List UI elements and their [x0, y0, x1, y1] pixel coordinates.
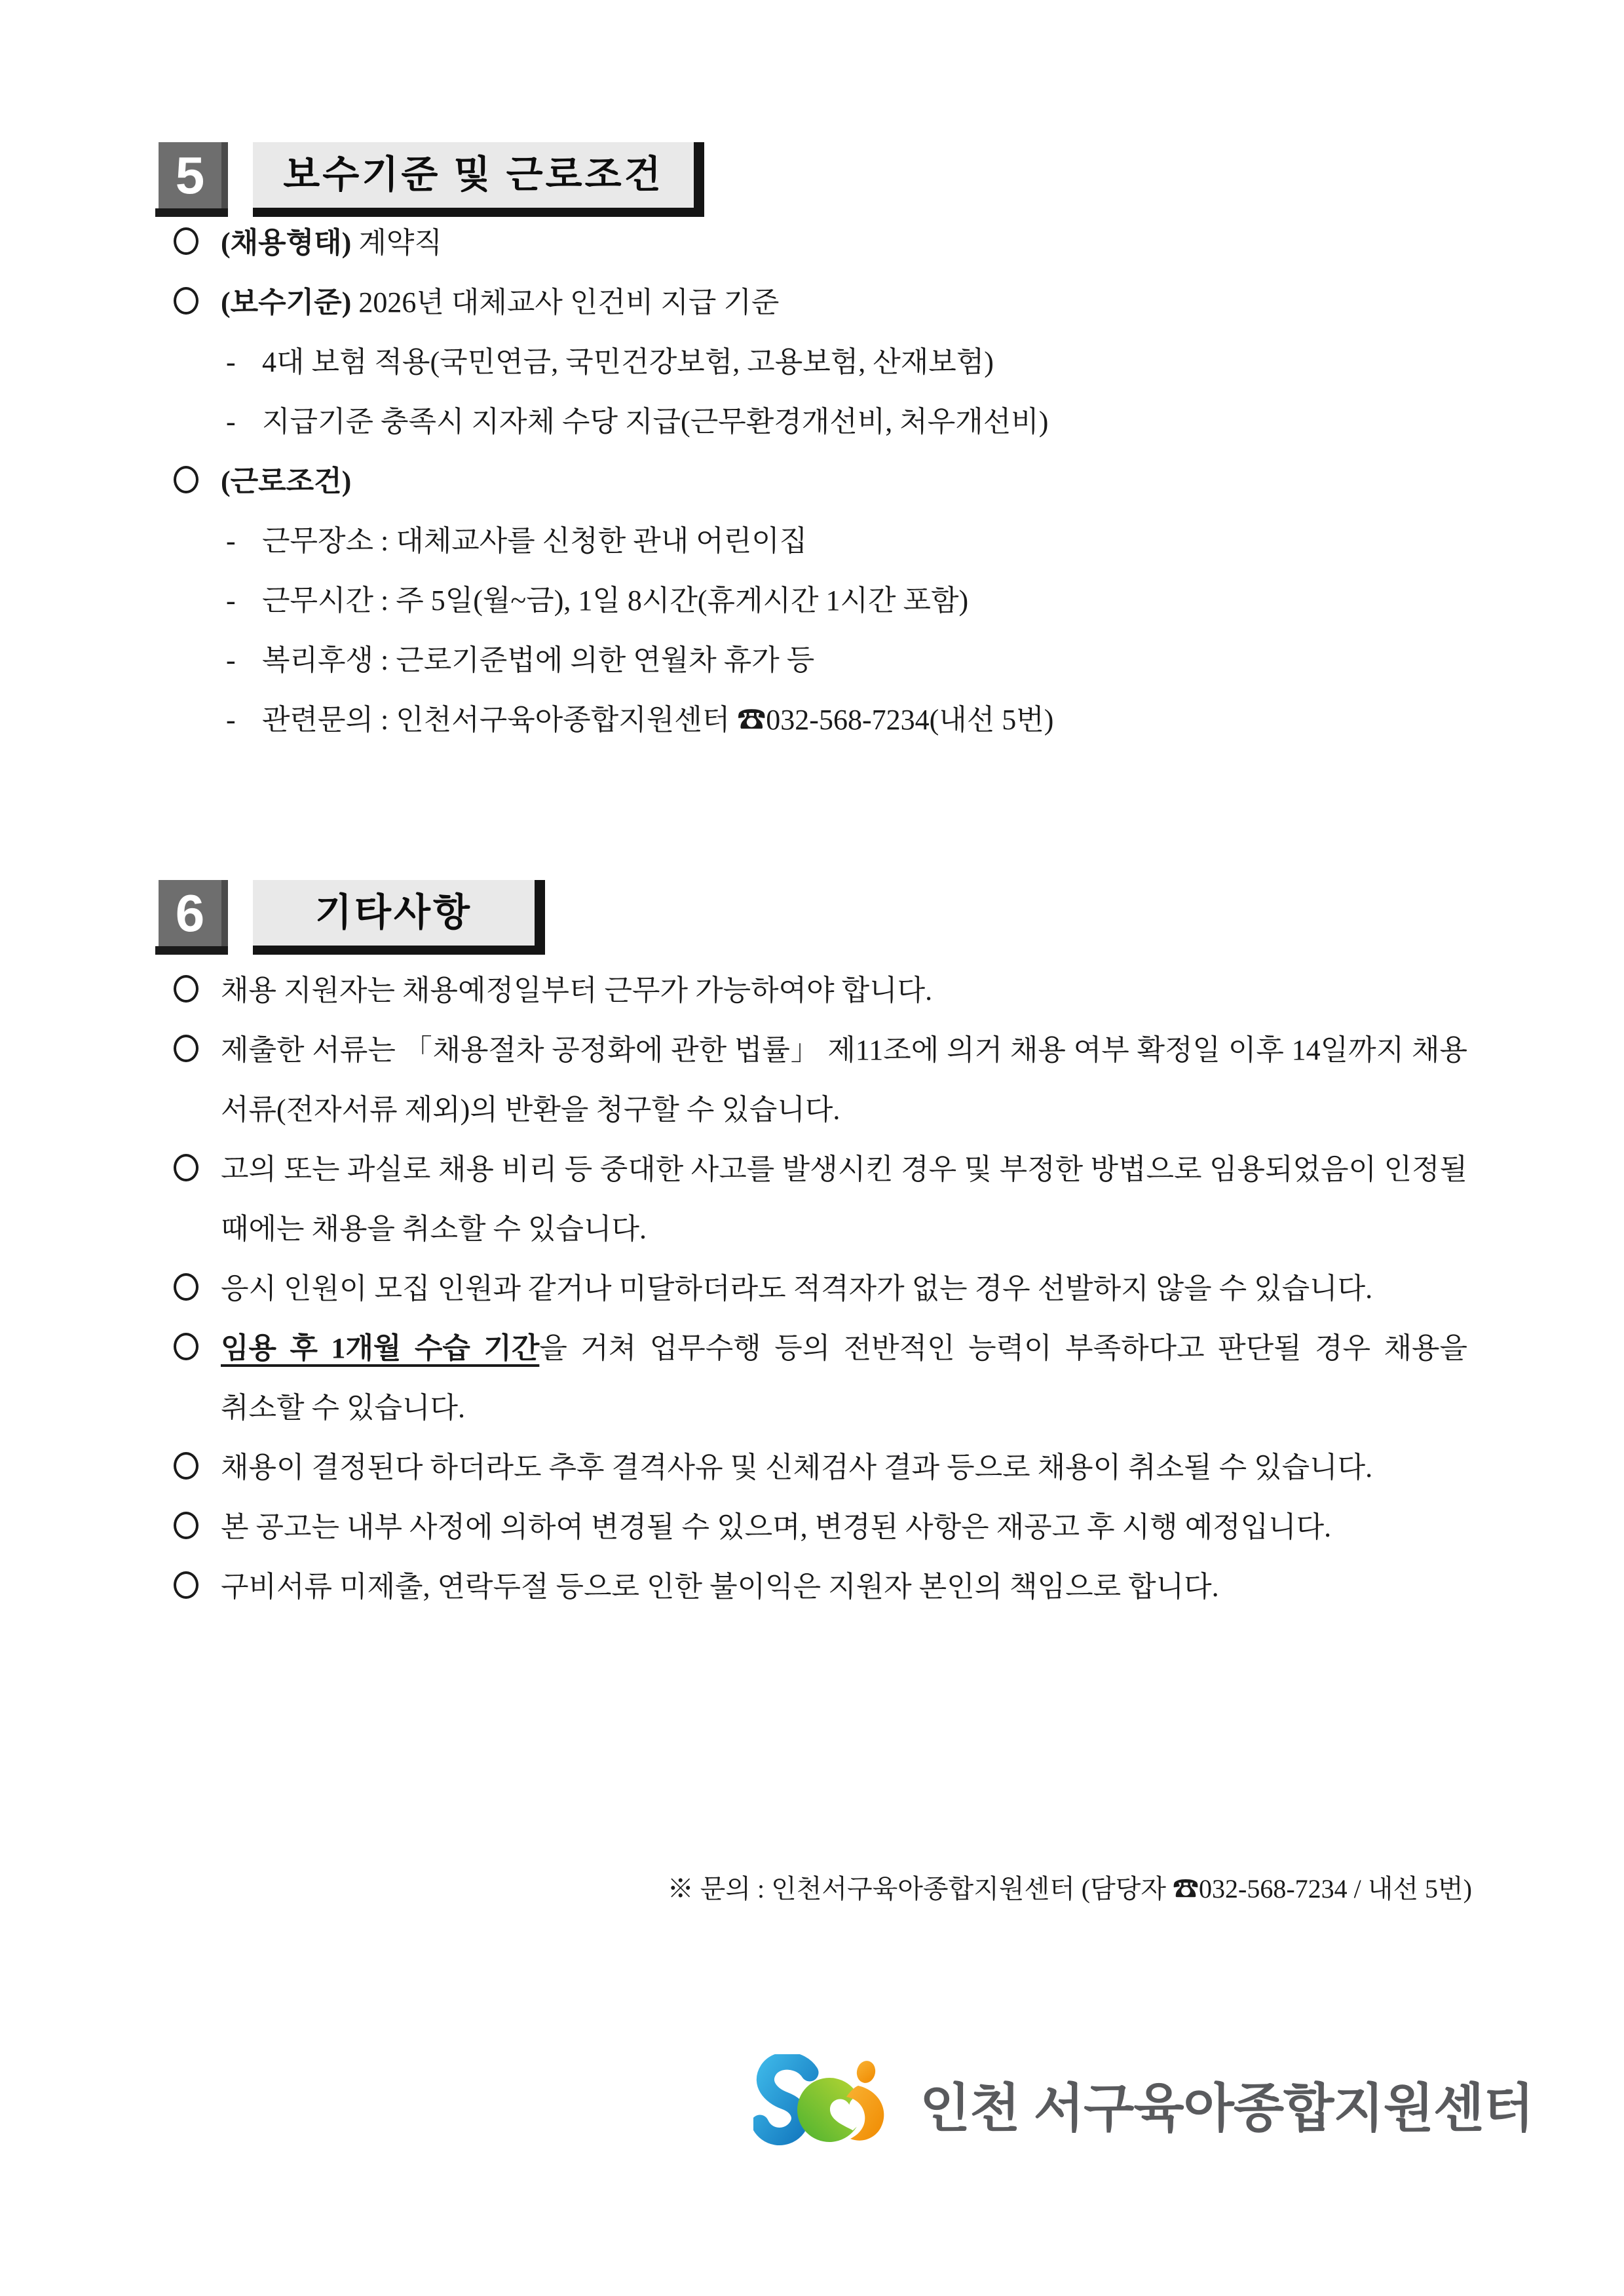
logo-mark-icon [753, 2054, 892, 2152]
sub-item [174, 690, 1467, 750]
circle-bullet-icon [174, 466, 198, 493]
item-text: 응시 인원이 모집 인원과 같거나 미달하더라도 적격자가 없는 경우 선발하지 않을 수 있습니다. [221, 1272, 1373, 1305]
item-text: 채용이 결정된다 하더라도 추후 결격사유 및 신체검사 결과 등으로 채용이 취소될 수 있습니다. [221, 1451, 1373, 1483]
section5-number-box [159, 142, 228, 208]
list-item [174, 961, 1467, 1020]
circle-bullet-icon [174, 227, 198, 255]
circle-bullet-icon [174, 1571, 198, 1599]
sub-item-text: 지급기준 충족시 지자체 수당 지급(근무환경개선비, 처우개선비) [262, 406, 1049, 438]
sub-item [174, 332, 1467, 392]
sub-item [174, 392, 1467, 451]
section5-title: 보수기준 및 근로조건 [283, 153, 664, 196]
section5-list [174, 213, 1467, 750]
dash-bullet: - [226, 644, 236, 676]
dash-bullet: - [226, 525, 236, 557]
item-emphasized-text: 임용 후 1개월 수습 기간 [221, 1332, 540, 1364]
item-text: 계약직 [351, 227, 442, 259]
sub-item-text: 관련문의 : 인천서구육아종합지원센터 ☎032-568-7234(내선 5번) [262, 704, 1054, 736]
circle-bullet-icon [174, 1273, 198, 1301]
section6-number-box [159, 880, 228, 946]
list-item [174, 213, 1467, 273]
circle-bullet-icon [174, 975, 198, 1003]
list-item [174, 451, 1467, 511]
circle-bullet-icon [174, 1512, 198, 1539]
item-text: 고의 또는 과실로 채용 비리 등 중대한 사고를 발생시킨 경우 및 부정한 방법으로 임용되었음이 인정될 때에는 채용을 취소할 수 있습니다. [221, 1153, 1467, 1245]
item-text: 채용 지원자는 채용예정일부터 근무가 가능하여야 합니다. [221, 974, 933, 1006]
list-item [174, 1438, 1467, 1497]
item-text: 제출한 서류는 「채용절차 공정화에 관한 법률」 제11조에 의거 채용 여부 확정일 이후 14일까지 채용 서류(전자서류 제외)의 반환을 청구할 수 있습니다. [221, 1034, 1467, 1126]
dash-bullet: - [226, 704, 236, 736]
list-item [174, 1259, 1467, 1318]
item-label: (채용형태) [221, 227, 352, 259]
list-item [174, 1020, 1467, 1139]
sub-item-text: 근무시간 : 주 5일(월~금), 1일 8시간(휴게시간 1시간 포함) [262, 584, 969, 617]
sub-item [174, 630, 1467, 690]
item-text: 본 공고는 내부 사정에 의하여 변경될 수 있으며, 변경된 사항은 재공고 후 시행 예정입니다. [221, 1511, 1332, 1543]
circle-bullet-icon [174, 1333, 198, 1360]
item-text: 을 거쳐 업무수행 등의 전반적인 능력이 부족하다고 판단될 경우 채용을 취소할 수 있습니다. [221, 1332, 1467, 1424]
sub-item-text: 근무장소 : 대체교사를 신청한 관내 어린이집 [262, 525, 808, 557]
dash-bullet: - [226, 346, 236, 378]
item-text: 2026년 대체교사 인건비 지급 기준 [351, 286, 780, 318]
item-text: 구비서류 미제출, 연락두절 등으로 인한 불이익은 지원자 본인의 책임으로 합니다. [221, 1571, 1219, 1603]
list-item [174, 1557, 1467, 1617]
circle-bullet-icon [174, 287, 198, 315]
sub-item [174, 511, 1467, 571]
circle-bullet-icon [174, 1035, 198, 1062]
section6-title-box [253, 880, 545, 955]
section6-list [174, 961, 1467, 1617]
list-item [174, 1139, 1467, 1259]
list-item [174, 1497, 1467, 1557]
organization-name: 인천 서구육아종합지원센터 [920, 2078, 1534, 2137]
list-item [174, 1318, 1467, 1438]
list-item [174, 273, 1467, 332]
item-label: (보수기준) [221, 286, 352, 318]
section6-number: 6 [175, 883, 205, 942]
organization-logo [753, 2054, 1534, 2152]
sub-item [174, 571, 1467, 630]
circle-bullet-icon [174, 1154, 198, 1181]
sub-item-text: 복리후생 : 근로기준법에 의한 연월차 휴가 등 [262, 644, 815, 676]
dash-bullet: - [226, 406, 236, 438]
sub-item-text: 4대 보험 적용(국민연금, 국민건강보험, 고용보험, 산재보험) [262, 346, 994, 378]
section5-title-box [253, 142, 704, 217]
section5-number: 5 [175, 145, 205, 204]
item-label: (근로조건) [221, 465, 352, 497]
circle-bullet-icon [174, 1452, 198, 1480]
contact-footnote: ※ 문의 : 인천서구육아종합지원센터 (담당자 ☎032-568-7234 / 내선 5번) [667, 1874, 1472, 1904]
dash-bullet: - [226, 584, 236, 617]
section6-title: 기타사항 [314, 891, 473, 934]
